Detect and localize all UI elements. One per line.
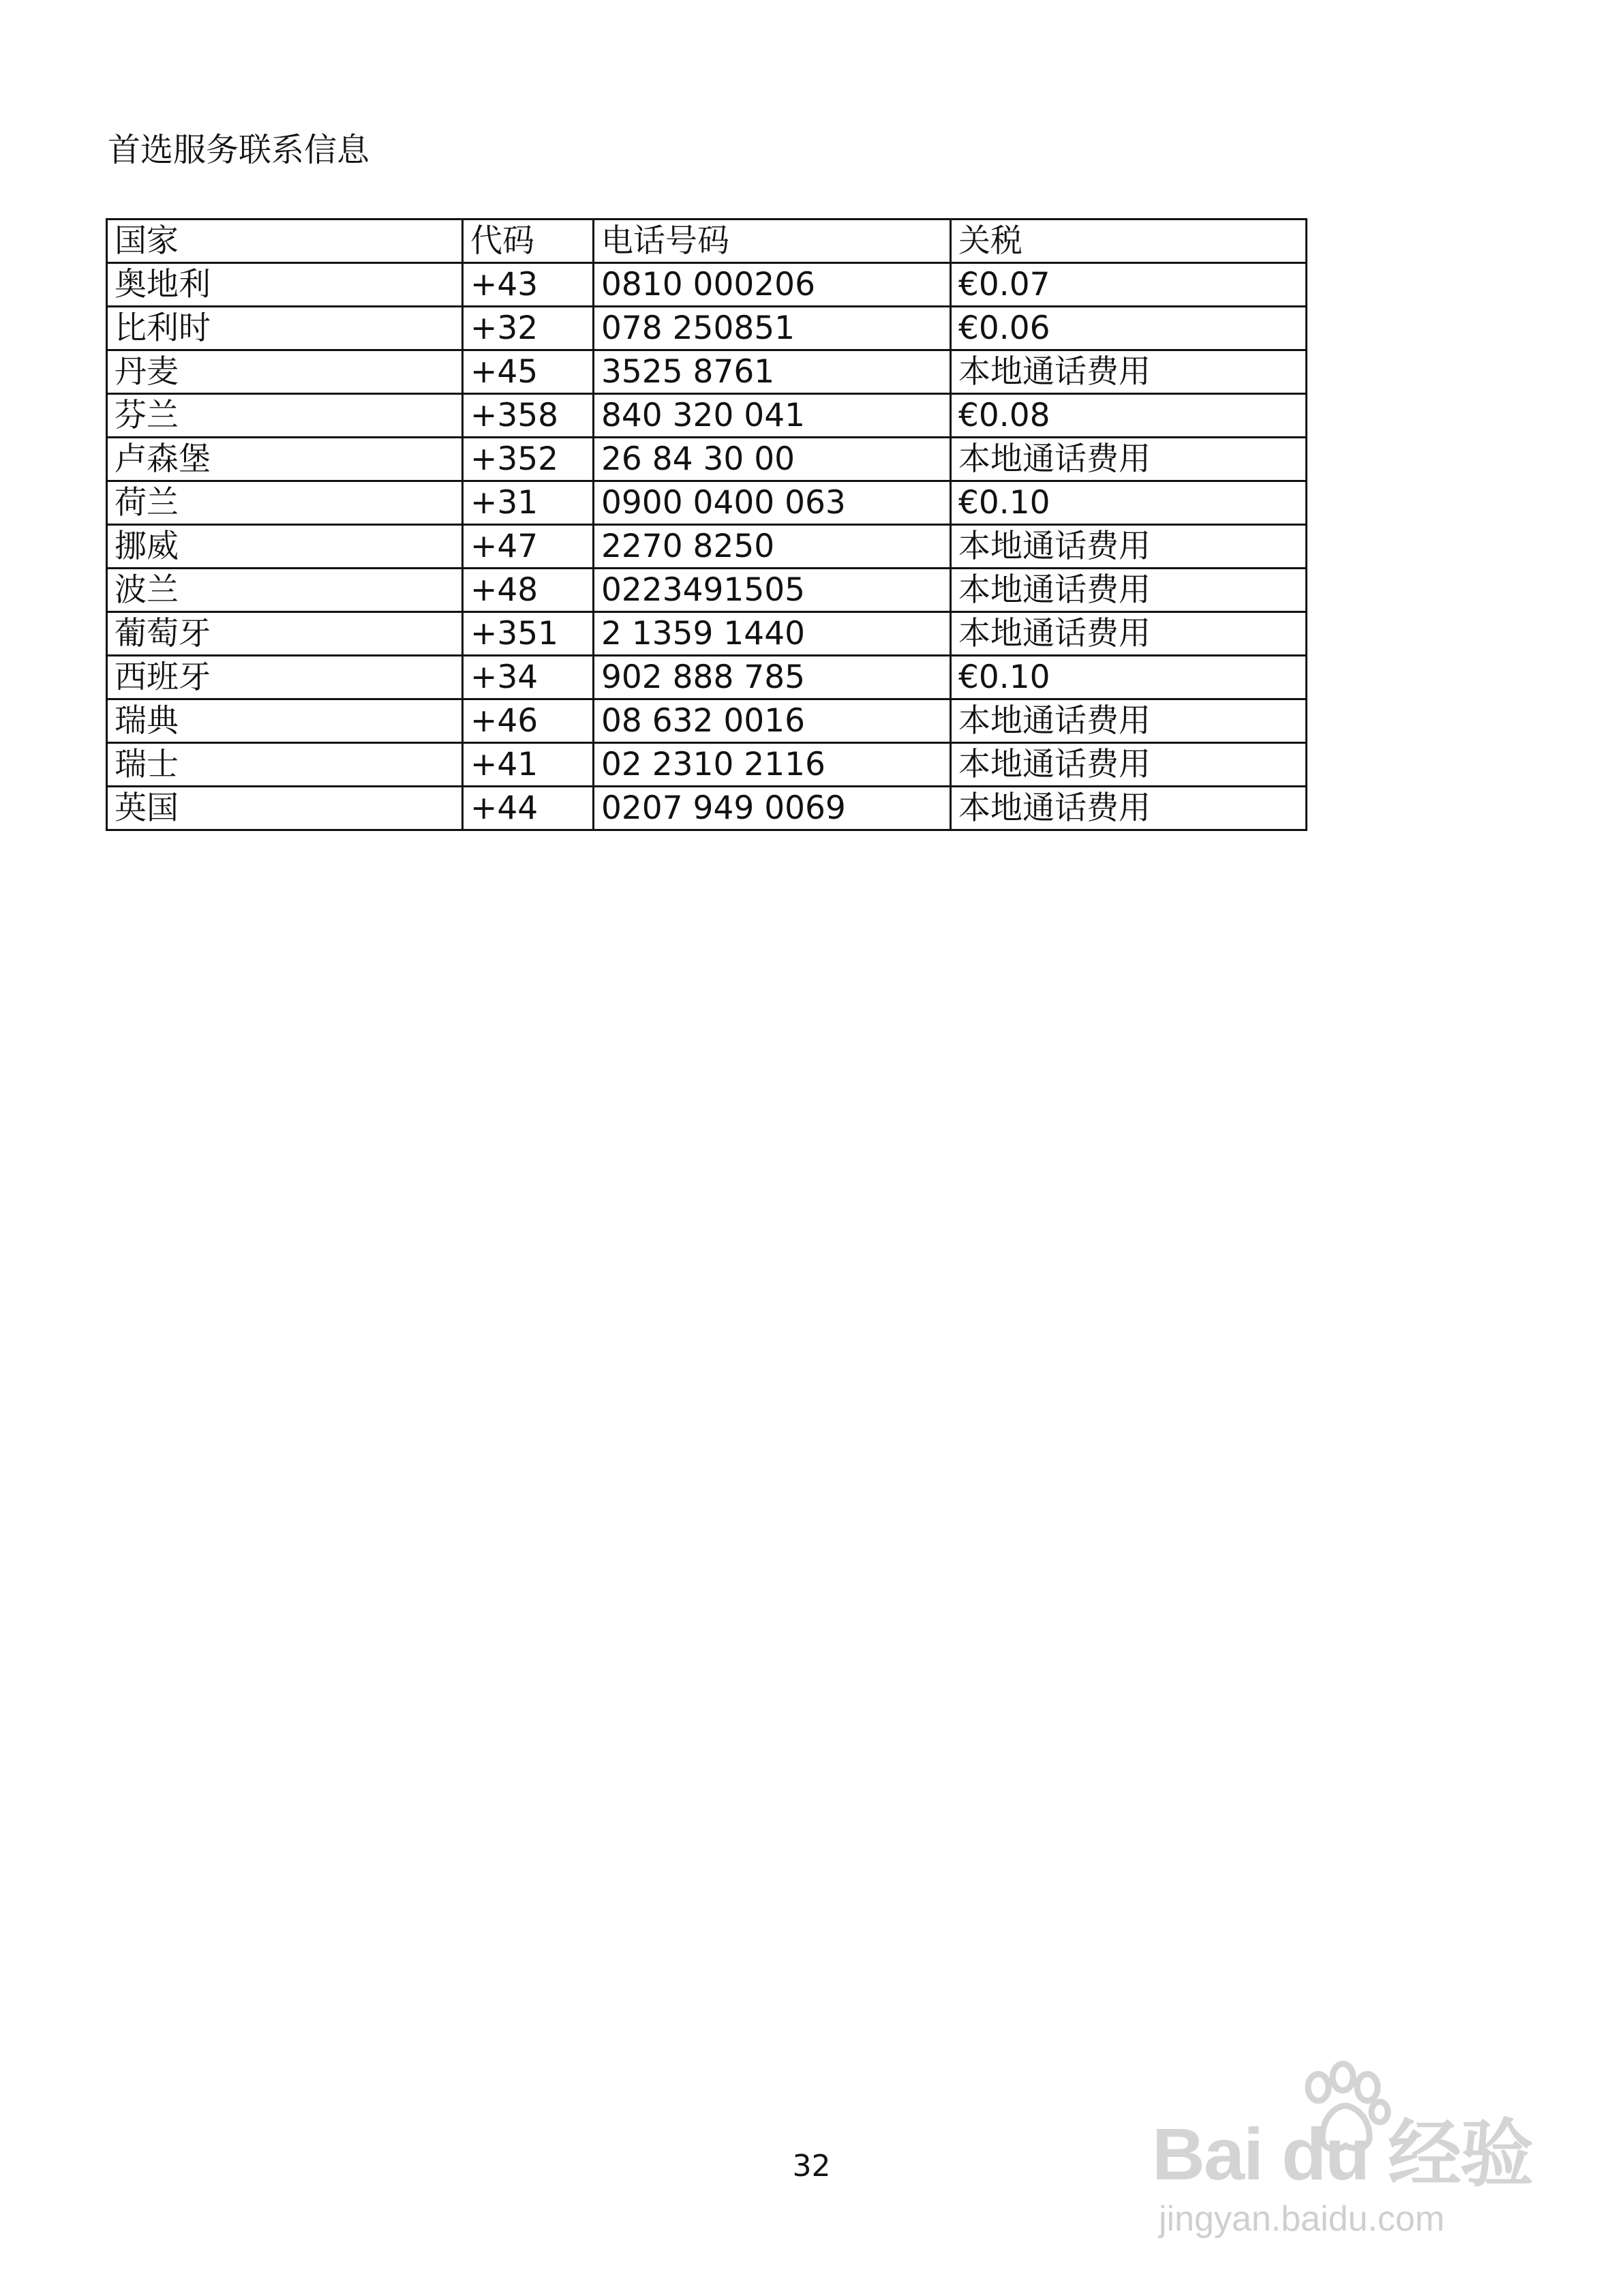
country-cell: 英国 (107, 787, 463, 830)
header-country: 国家 (107, 220, 463, 263)
rate-cell: 本地通话费用 (951, 612, 1307, 656)
contact-table (106, 218, 1307, 831)
code-cell: +31 (463, 481, 594, 525)
page-number: 32 (792, 2149, 831, 2184)
table-row (107, 394, 1307, 438)
rate-cell: €0.10 (951, 656, 1307, 699)
code-cell: +47 (463, 525, 594, 569)
code-cell: +32 (463, 307, 594, 350)
rate-cell: 本地通话费用 (951, 350, 1307, 394)
rate-cell: 本地通话费用 (951, 438, 1307, 481)
table-row (107, 612, 1307, 656)
code-cell: +43 (463, 263, 594, 307)
country-cell: 丹麦 (107, 350, 463, 394)
phone-cell: 0223491505 (594, 569, 951, 612)
table-row (107, 569, 1307, 612)
code-cell: +46 (463, 699, 594, 743)
phone-cell: 26 84 30 00 (594, 438, 951, 481)
code-cell: +351 (463, 612, 594, 656)
table-row (107, 656, 1307, 699)
rate-cell: 本地通话费用 (951, 525, 1307, 569)
code-cell: +34 (463, 656, 594, 699)
country-cell: 波兰 (107, 569, 463, 612)
watermark-url: jingyan.baidu.com (1159, 2199, 1445, 2239)
rate-cell: 本地通话费用 (951, 743, 1307, 787)
code-cell: +352 (463, 438, 594, 481)
phone-cell: 02 2310 2116 (594, 743, 951, 787)
phone-cell: 2270 8250 (594, 525, 951, 569)
baidu-jingyan-watermark (1152, 2059, 1561, 2239)
table-row (107, 438, 1307, 481)
country-cell: 瑞士 (107, 743, 463, 787)
phone-cell: 2 1359 1440 (594, 612, 951, 656)
country-cell: 挪威 (107, 525, 463, 569)
table-row (107, 787, 1307, 830)
country-cell: 瑞典 (107, 699, 463, 743)
phone-cell: 0810 000206 (594, 263, 951, 307)
header-code: 代码 (463, 220, 594, 263)
phone-cell: 3525 8761 (594, 350, 951, 394)
country-cell: 芬兰 (107, 394, 463, 438)
table-header-row (107, 220, 1307, 263)
code-cell: +41 (463, 743, 594, 787)
rate-cell: €0.10 (951, 481, 1307, 525)
code-cell: +44 (463, 787, 594, 830)
table-row (107, 263, 1307, 307)
rate-cell: €0.06 (951, 307, 1307, 350)
table-row (107, 481, 1307, 525)
table-row (107, 699, 1307, 743)
table-row (107, 307, 1307, 350)
rate-cell: €0.08 (951, 394, 1307, 438)
phone-cell: 078 250851 (594, 307, 951, 350)
country-cell: 葡萄牙 (107, 612, 463, 656)
phone-cell: 840 320 041 (594, 394, 951, 438)
rate-cell: €0.07 (951, 263, 1307, 307)
page-title: 首选服务联系信息 (108, 131, 370, 169)
phone-cell: 08 632 0016 (594, 699, 951, 743)
code-cell: +45 (463, 350, 594, 394)
rate-cell: 本地通话费用 (951, 699, 1307, 743)
phone-cell: 0900 0400 063 (594, 481, 951, 525)
phone-cell: 902 888 785 (594, 656, 951, 699)
code-cell: +48 (463, 569, 594, 612)
table-row (107, 350, 1307, 394)
country-cell: 比利时 (107, 307, 463, 350)
table-row (107, 743, 1307, 787)
country-cell: 卢森堡 (107, 438, 463, 481)
code-cell: +358 (463, 394, 594, 438)
country-cell: 西班牙 (107, 656, 463, 699)
watermark-logo-text: Bai du 经验 (1152, 2113, 1533, 2195)
country-cell: 荷兰 (107, 481, 463, 525)
phone-cell: 0207 949 0069 (594, 787, 951, 830)
table-row (107, 525, 1307, 569)
header-phone: 电话号码 (594, 220, 951, 263)
rate-cell: 本地通话费用 (951, 787, 1307, 830)
country-cell: 奥地利 (107, 263, 463, 307)
header-rate: 关税 (951, 220, 1307, 263)
rate-cell: 本地通话费用 (951, 569, 1307, 612)
